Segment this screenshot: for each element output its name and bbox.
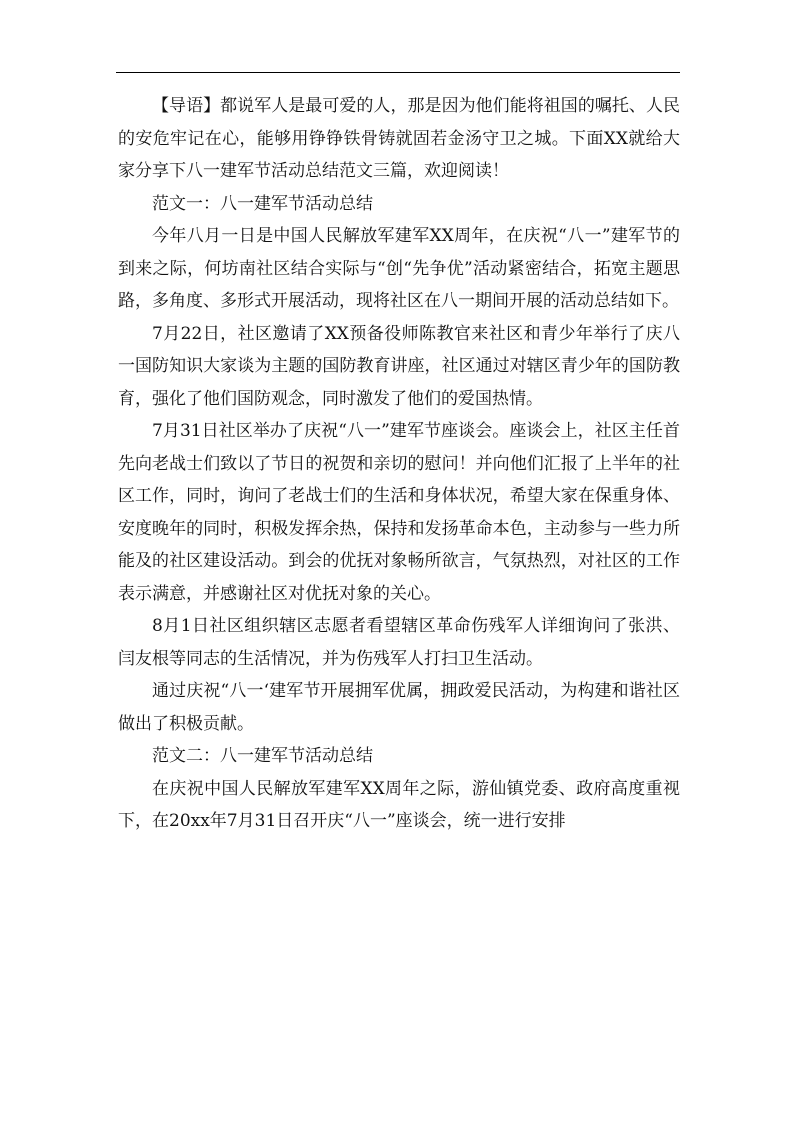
document-body [118,90,680,838]
intro-paragraph: 【导语】都说军人是最可爱的人，那是因为他们能将祖国的嘱托、人民的安危牢记在心，能够用铮铮铁骨铸就固若金汤守卫之城。下面XX就给大家分享下八一建军节活动总结范文三篇，欢迎阅读！ [118,96,680,181]
body-paragraph: 通过庆祝“八一‘建军节开展拥军优属，拥政爱民活动，为构建和谐社区做出了积极贡献。 [118,681,680,734]
section-heading-1: 范文一：八一建军节活动总结 [152,193,373,214]
body-paragraph: 7月31日社区举办了庆祝“八一”建军节座谈会。座谈会上，社区主任首先向老战士们致以了节日的祝贺和亲切的慰问！并向他们汇报了上半年的社区工作，同时，询问了老战士们的生活和身体状况，希望大家在保重身体、安度晚年的同时，积极发挥余热，保持和发扬革命本色，主动参与一些力所能及的社区建设活动。到会的优抚对象畅所欲言，气氛热烈，对社区的工作表示满意，并感谢社区对优抚对象的关心。 [118,421,680,604]
header-rule [116,72,680,73]
body-paragraph: 8月1日社区组织辖区志愿者看望辖区革命伤残军人详细询问了张洪、闫友根等同志的生活情况，并为伤残军人打扫卫生活动。 [118,616,680,669]
body-paragraph: 今年八月一日是中国人民解放军建军XX周年，在庆祝“八一”建军节的到来之际，何坊南社区结合实际与“创“先争优”活动紧密结合，拓宽主题思路，多角度、多形式开展活动，现将社区在八一期间开展的活动总结如下。 [118,226,680,311]
body-paragraph: 在庆祝中国人民解放军建军XX周年之际，游仙镇党委、政府高度重视下，在20xx年7月31日召开庆“八一”座谈会，统一进行安排 [118,778,680,831]
section-heading-2: 范文二：八一建军节活动总结 [152,746,373,766]
body-paragraph: 7月22日，社区邀请了XX预备役师陈教官来社区和青少年举行了庆八一国防知识大家谈为主题的国防教育讲座，社区通过对辖区青少年的国防教育，强化了他们国防观念，同时激发了他们的爱国热情。 [118,323,680,409]
